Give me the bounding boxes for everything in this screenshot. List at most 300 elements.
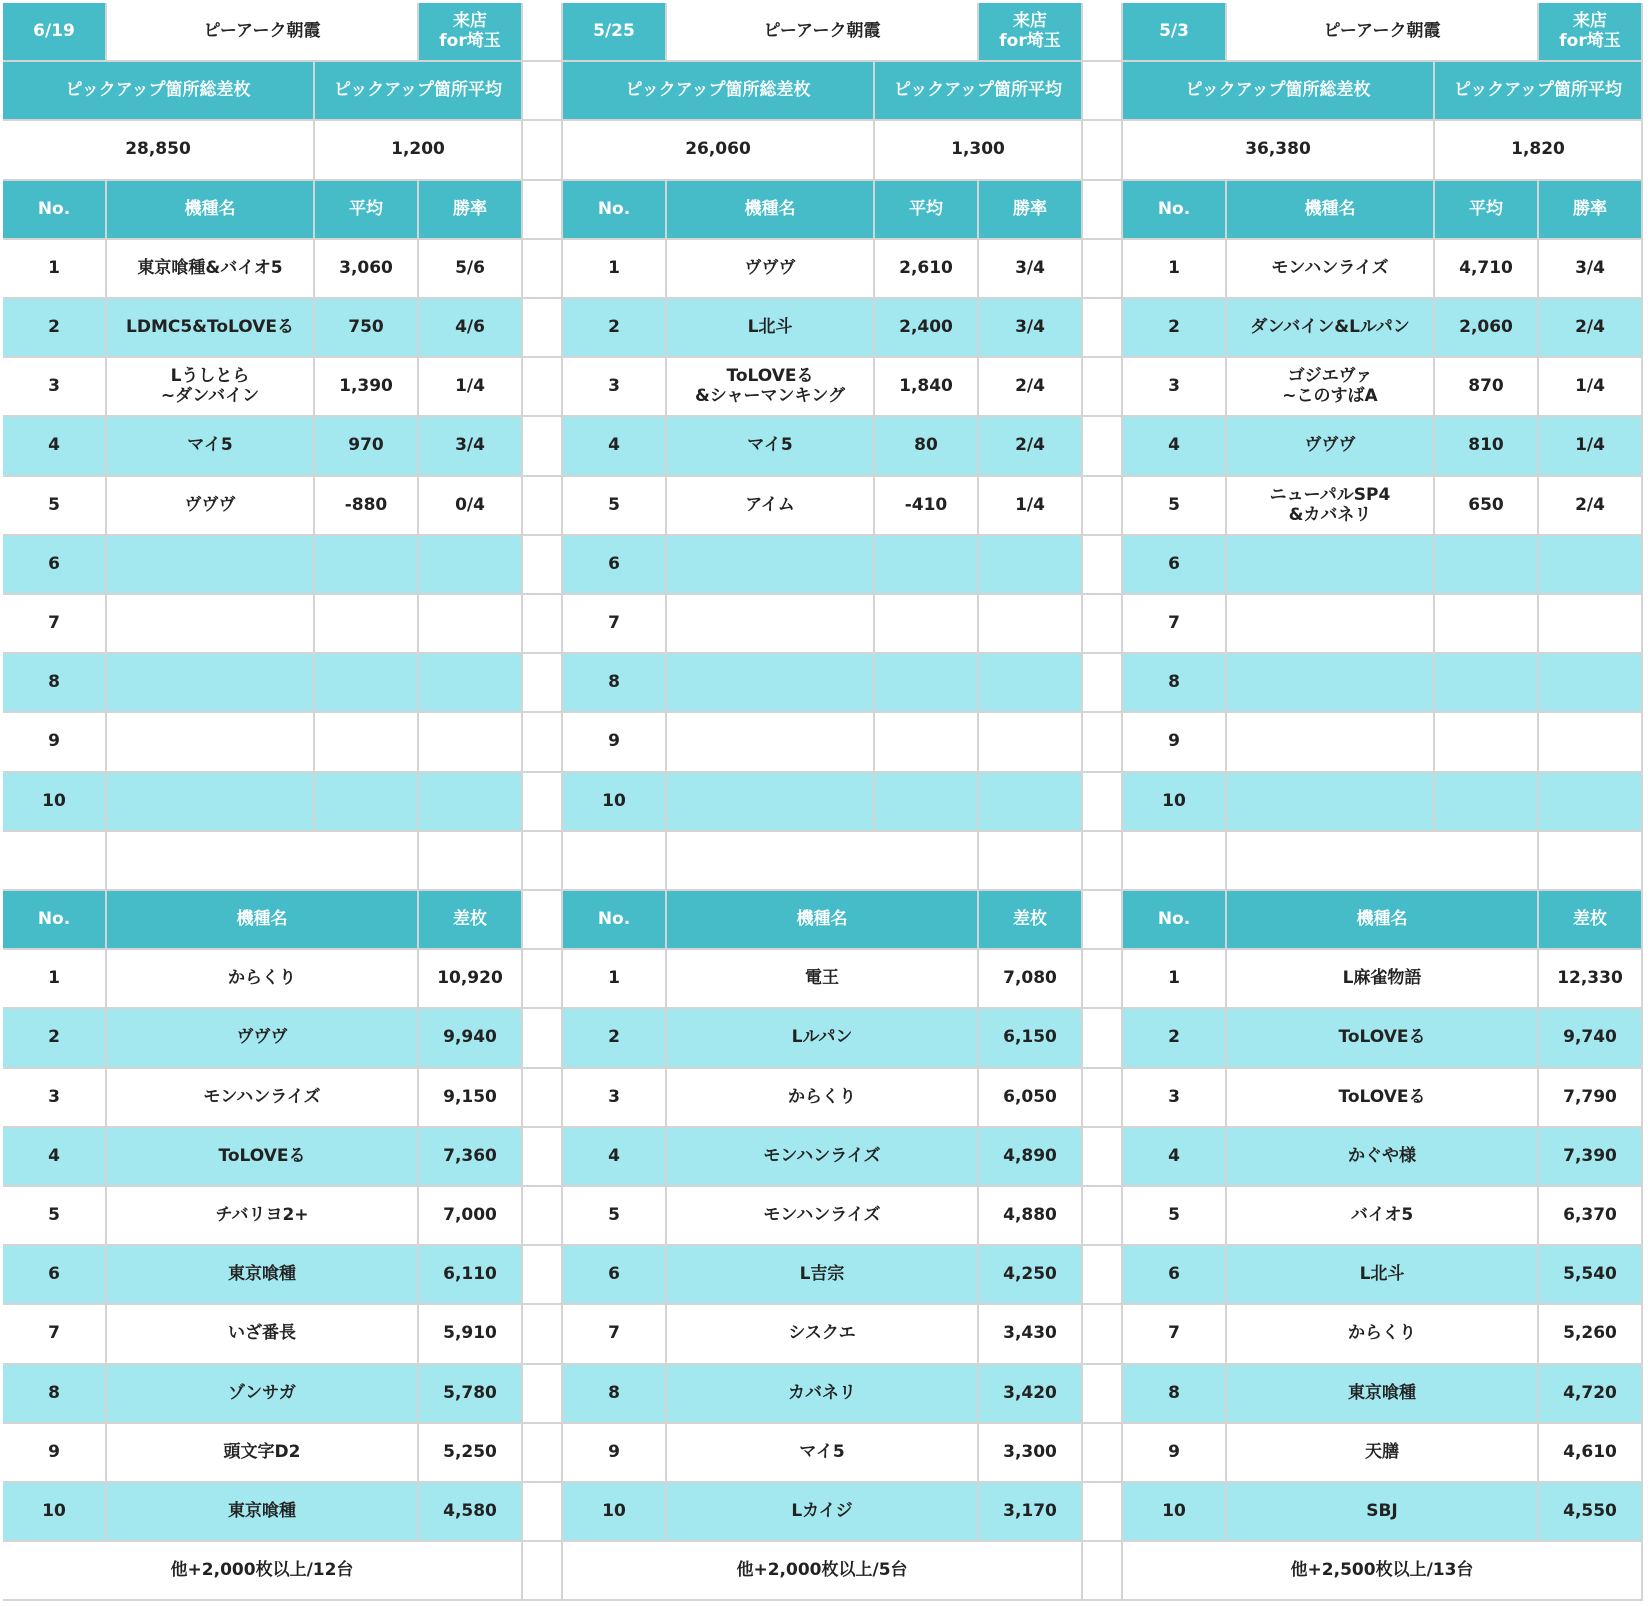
column-gap (1083, 1069, 1123, 1128)
model-name (1227, 773, 1435, 832)
column-gap (523, 654, 563, 713)
total-diff-label: ピックアップ箇所総差枚 (1123, 62, 1435, 121)
model-name (107, 713, 315, 773)
total-diff-label: ピックアップ箇所総差枚 (3, 62, 315, 121)
spacer-cell (1123, 832, 1227, 891)
win-rate: 0/4 (419, 477, 523, 536)
row-number: 10 (563, 773, 667, 832)
spacer-cell (3, 832, 107, 891)
col-header-no: No. (3, 891, 107, 950)
col-header-no: No. (3, 181, 107, 240)
coin-diff: 3,300 (979, 1424, 1083, 1483)
coin-diff: 7,790 (1539, 1069, 1643, 1128)
coin-diff: 12,330 (1539, 950, 1643, 1009)
spacer-cell (419, 832, 523, 891)
win-rate (1539, 713, 1643, 773)
model-name: Lルパン (667, 1009, 979, 1069)
column-gap (523, 181, 563, 240)
average-label: ピックアップ箇所平均 (315, 62, 523, 121)
visit-badge: 来店 for埼玉 (419, 3, 523, 62)
model-name (1227, 654, 1435, 713)
row-number: 9 (563, 713, 667, 773)
column-gap (523, 358, 563, 417)
column-gap (1083, 832, 1123, 891)
column-gap (1083, 1483, 1123, 1542)
average-diff (875, 654, 979, 713)
column-gap (523, 62, 563, 121)
average-diff (315, 654, 419, 713)
model-name: モンハンライズ (1227, 240, 1435, 299)
average-diff: 1,840 (875, 358, 979, 417)
row-number: 4 (3, 417, 107, 477)
row-number: 9 (1123, 713, 1227, 773)
model-name: L北斗 (667, 299, 875, 358)
col-header-win-rate: 勝率 (1539, 181, 1643, 240)
row-number: 1 (563, 240, 667, 299)
column-gap (1083, 713, 1123, 773)
model-name: チバリヨ2+ (107, 1187, 419, 1246)
win-rate (419, 536, 523, 595)
row-number: 7 (1123, 1305, 1227, 1365)
average-diff: 750 (315, 299, 419, 358)
average-diff: 810 (1435, 417, 1539, 477)
model-name: ToLOVEる &シャーマンキング (667, 358, 875, 417)
footer-note: 他+2,000枚以上/12台 (3, 1542, 523, 1601)
row-number: 8 (1123, 654, 1227, 713)
coin-diff: 4,580 (419, 1483, 523, 1542)
average-value: 1,200 (315, 121, 523, 181)
row-number: 2 (563, 299, 667, 358)
model-name: 天膳 (1227, 1424, 1539, 1483)
spacer-cell (107, 832, 419, 891)
column-gap (523, 1424, 563, 1483)
row-number: 4 (1123, 417, 1227, 477)
model-name (667, 773, 875, 832)
column-gap (523, 1128, 563, 1187)
column-gap (1083, 654, 1123, 713)
footer-note: 他+2,500枚以上/13台 (1123, 1542, 1643, 1601)
model-name (107, 773, 315, 832)
win-rate: 3/4 (979, 299, 1083, 358)
column-gap (1083, 1187, 1123, 1246)
average-diff: 4,710 (1435, 240, 1539, 299)
win-rate: 5/6 (419, 240, 523, 299)
col-header-model: 機種名 (667, 181, 875, 240)
average-diff (1435, 773, 1539, 832)
model-name (667, 654, 875, 713)
average-diff: 2,400 (875, 299, 979, 358)
win-rate (979, 536, 1083, 595)
average-diff: 3,060 (315, 240, 419, 299)
average-diff (315, 595, 419, 654)
model-name: からくり (1227, 1305, 1539, 1365)
win-rate: 2/4 (979, 417, 1083, 477)
coin-diff: 6,150 (979, 1009, 1083, 1069)
row-number: 1 (563, 950, 667, 1009)
row-number: 5 (3, 1187, 107, 1246)
column-gap (523, 773, 563, 832)
row-number: 1 (3, 950, 107, 1009)
row-number: 4 (1123, 1128, 1227, 1187)
column-gap (523, 1542, 563, 1601)
win-rate (979, 595, 1083, 654)
coin-diff: 4,610 (1539, 1424, 1643, 1483)
row-number: 7 (563, 1305, 667, 1365)
footer-note: 他+2,000枚以上/5台 (563, 1542, 1083, 1601)
spacer-cell (667, 832, 979, 891)
column-gap (1083, 1424, 1123, 1483)
win-rate (979, 654, 1083, 713)
coin-diff: 9,740 (1539, 1009, 1643, 1069)
coin-diff: 9,940 (419, 1009, 523, 1069)
column-gap (523, 1069, 563, 1128)
column-gap (523, 121, 563, 181)
row-number: 6 (563, 1246, 667, 1305)
model-name: 電王 (667, 950, 979, 1009)
column-gap (523, 950, 563, 1009)
model-name: モンハンライズ (667, 1187, 979, 1246)
col-header-diff: 差枚 (419, 891, 523, 950)
win-rate: 3/4 (1539, 240, 1643, 299)
column-gap (523, 3, 563, 62)
row-number: 4 (3, 1128, 107, 1187)
row-number: 2 (3, 299, 107, 358)
average-diff (315, 713, 419, 773)
average-diff (875, 595, 979, 654)
row-number: 2 (563, 1009, 667, 1069)
row-number: 3 (1123, 1069, 1227, 1128)
win-rate (1539, 595, 1643, 654)
column-gap (1083, 595, 1123, 654)
average-diff: 80 (875, 417, 979, 477)
total-diff-value: 26,060 (563, 121, 875, 181)
col-header-model: 機種名 (107, 891, 419, 950)
column-gap (1083, 536, 1123, 595)
col-header-model: 機種名 (107, 181, 315, 240)
model-name: 東京喰種 (1227, 1365, 1539, 1424)
column-gap (1083, 62, 1123, 121)
date-label: 5/3 (1123, 3, 1227, 62)
row-number: 9 (1123, 1424, 1227, 1483)
average-label: ピックアップ箇所平均 (875, 62, 1083, 121)
average-diff (875, 536, 979, 595)
spacer-cell (1539, 832, 1643, 891)
row-number: 10 (3, 773, 107, 832)
coin-diff: 9,150 (419, 1069, 523, 1128)
average-value: 1,300 (875, 121, 1083, 181)
column-gap (523, 477, 563, 536)
spacer-cell (1227, 832, 1539, 891)
row-number: 8 (3, 1365, 107, 1424)
row-number: 10 (563, 1483, 667, 1542)
model-name: ダンバイン&Lルパン (1227, 299, 1435, 358)
model-name: 頭文字D2 (107, 1424, 419, 1483)
model-name: ニューパルSP4 &カバネリ (1227, 477, 1435, 536)
model-name: LDMC5&ToLOVEる (107, 299, 315, 358)
average-diff: 970 (315, 417, 419, 477)
coin-diff: 10,920 (419, 950, 523, 1009)
row-number: 3 (3, 1069, 107, 1128)
model-name (1227, 713, 1435, 773)
win-rate (419, 773, 523, 832)
col-header-model: 機種名 (667, 891, 979, 950)
spacer-cell (563, 832, 667, 891)
win-rate: 1/4 (419, 358, 523, 417)
win-rate: 3/4 (419, 417, 523, 477)
win-rate (1539, 773, 1643, 832)
col-header-average: 平均 (875, 181, 979, 240)
row-number: 10 (1123, 1483, 1227, 1542)
column-gap (1083, 299, 1123, 358)
column-gap (523, 1009, 563, 1069)
row-number: 7 (1123, 595, 1227, 654)
row-number: 5 (3, 477, 107, 536)
row-number: 7 (563, 595, 667, 654)
column-gap (1083, 1009, 1123, 1069)
column-gap (523, 713, 563, 773)
model-name: マイ5 (107, 417, 315, 477)
average-diff (1435, 654, 1539, 713)
model-name: かぐや様 (1227, 1128, 1539, 1187)
coin-diff: 4,720 (1539, 1365, 1643, 1424)
column-gap (523, 240, 563, 299)
coin-diff: 5,910 (419, 1305, 523, 1365)
model-name: L麻雀物語 (1227, 950, 1539, 1009)
row-number: 9 (3, 713, 107, 773)
coin-diff: 3,420 (979, 1365, 1083, 1424)
model-name (107, 654, 315, 713)
col-header-average: 平均 (315, 181, 419, 240)
model-name (107, 536, 315, 595)
column-gap (523, 536, 563, 595)
win-rate: 2/4 (1539, 477, 1643, 536)
column-gap (1083, 417, 1123, 477)
row-number: 6 (563, 536, 667, 595)
coin-diff: 4,880 (979, 1187, 1083, 1246)
row-number: 6 (1123, 1246, 1227, 1305)
coin-diff: 5,540 (1539, 1246, 1643, 1305)
row-number: 8 (563, 654, 667, 713)
model-name (667, 713, 875, 773)
average-diff (315, 773, 419, 832)
row-number: 2 (1123, 1009, 1227, 1069)
row-number: 8 (1123, 1365, 1227, 1424)
date-label: 5/25 (563, 3, 667, 62)
model-name: ヴヴヴ (107, 1009, 419, 1069)
model-name: シスクエ (667, 1305, 979, 1365)
total-diff-label: ピックアップ箇所総差枚 (563, 62, 875, 121)
col-header-diff: 差枚 (1539, 891, 1643, 950)
win-rate (419, 654, 523, 713)
model-name (1227, 536, 1435, 595)
col-header-diff: 差枚 (979, 891, 1083, 950)
average-diff: 2,060 (1435, 299, 1539, 358)
column-gap (1083, 240, 1123, 299)
model-name: アイム (667, 477, 875, 536)
column-gap (523, 595, 563, 654)
model-name: Lうしとら ~ダンバイン (107, 358, 315, 417)
visit-badge: 来店 for埼玉 (979, 3, 1083, 62)
win-rate: 3/4 (979, 240, 1083, 299)
model-name: モンハンライズ (667, 1128, 979, 1187)
column-gap (1083, 1128, 1123, 1187)
model-name: ヴヴヴ (667, 240, 875, 299)
model-name: L北斗 (1227, 1246, 1539, 1305)
model-name: SBJ (1227, 1483, 1539, 1542)
average-label: ピックアップ箇所平均 (1435, 62, 1643, 121)
row-number: 10 (3, 1483, 107, 1542)
model-name: マイ5 (667, 1424, 979, 1483)
model-name: ヴヴヴ (107, 477, 315, 536)
model-name: 東京喰種 (107, 1483, 419, 1542)
column-gap (523, 417, 563, 477)
column-gap (523, 1365, 563, 1424)
average-diff: 650 (1435, 477, 1539, 536)
row-number: 6 (1123, 536, 1227, 595)
column-gap (1083, 3, 1123, 62)
coin-diff: 7,390 (1539, 1128, 1643, 1187)
spacer-cell (979, 832, 1083, 891)
coin-diff: 4,250 (979, 1246, 1083, 1305)
model-name (1227, 595, 1435, 654)
coin-diff: 4,550 (1539, 1483, 1643, 1542)
win-rate (419, 595, 523, 654)
column-gap (523, 1246, 563, 1305)
store-name: ピーアーク朝霞 (107, 3, 419, 62)
row-number: 5 (563, 1187, 667, 1246)
win-rate (1539, 536, 1643, 595)
column-gap (523, 1483, 563, 1542)
col-header-no: No. (1123, 891, 1227, 950)
win-rate: 1/4 (1539, 358, 1643, 417)
model-name (667, 536, 875, 595)
row-number: 8 (563, 1365, 667, 1424)
coin-diff: 6,110 (419, 1246, 523, 1305)
row-number: 5 (563, 477, 667, 536)
column-gap (1083, 1542, 1123, 1601)
row-number: 1 (3, 240, 107, 299)
coin-diff: 3,430 (979, 1305, 1083, 1365)
column-gap (1083, 891, 1123, 950)
average-value: 1,820 (1435, 121, 1643, 181)
model-name: モンハンライズ (107, 1069, 419, 1128)
coin-diff: 3,170 (979, 1483, 1083, 1542)
column-gap (523, 299, 563, 358)
win-rate (419, 713, 523, 773)
column-gap (1083, 358, 1123, 417)
row-number: 1 (1123, 240, 1227, 299)
coin-diff: 7,000 (419, 1187, 523, 1246)
column-gap (1083, 1246, 1123, 1305)
coin-diff: 5,780 (419, 1365, 523, 1424)
total-diff-value: 28,850 (3, 121, 315, 181)
column-gap (1083, 121, 1123, 181)
win-rate: 4/6 (419, 299, 523, 358)
row-number: 10 (1123, 773, 1227, 832)
column-gap (523, 1305, 563, 1365)
average-diff: 2,610 (875, 240, 979, 299)
row-number: 7 (3, 1305, 107, 1365)
row-number: 1 (1123, 950, 1227, 1009)
average-diff: 1,390 (315, 358, 419, 417)
model-name: バイオ5 (1227, 1187, 1539, 1246)
average-diff (1435, 536, 1539, 595)
col-header-model: 機種名 (1227, 891, 1539, 950)
column-gap (1083, 950, 1123, 1009)
column-gap (1083, 477, 1123, 536)
model-name: いざ番長 (107, 1305, 419, 1365)
model-name: マイ5 (667, 417, 875, 477)
model-name: Lカイジ (667, 1483, 979, 1542)
row-number: 3 (1123, 358, 1227, 417)
average-diff: -410 (875, 477, 979, 536)
row-number: 5 (1123, 477, 1227, 536)
average-diff (875, 713, 979, 773)
row-number: 6 (3, 1246, 107, 1305)
model-name: 東京喰種 (107, 1246, 419, 1305)
column-gap (523, 891, 563, 950)
column-gap (1083, 1305, 1123, 1365)
model-name: からくり (667, 1069, 979, 1128)
row-number: 4 (563, 1128, 667, 1187)
model-name (107, 595, 315, 654)
col-header-no: No. (563, 181, 667, 240)
average-diff (1435, 713, 1539, 773)
column-gap (1083, 1365, 1123, 1424)
row-number: 9 (3, 1424, 107, 1483)
column-gap (523, 832, 563, 891)
row-number: 7 (3, 595, 107, 654)
coin-diff: 6,370 (1539, 1187, 1643, 1246)
model-name: からくり (107, 950, 419, 1009)
row-number: 3 (563, 358, 667, 417)
row-number: 5 (1123, 1187, 1227, 1246)
row-number: 4 (563, 417, 667, 477)
column-gap (1083, 773, 1123, 832)
col-header-average: 平均 (1435, 181, 1539, 240)
model-name (667, 595, 875, 654)
coin-diff: 5,250 (419, 1424, 523, 1483)
col-header-win-rate: 勝率 (419, 181, 523, 240)
coin-diff: 7,080 (979, 950, 1083, 1009)
model-name: ToLOVEる (1227, 1009, 1539, 1069)
row-number: 3 (563, 1069, 667, 1128)
total-diff-value: 36,380 (1123, 121, 1435, 181)
model-name: ToLOVEる (107, 1128, 419, 1187)
row-number: 6 (3, 536, 107, 595)
store-name: ピーアーク朝霞 (667, 3, 979, 62)
win-rate: 1/4 (1539, 417, 1643, 477)
coin-diff: 5,260 (1539, 1305, 1643, 1365)
win-rate (979, 773, 1083, 832)
visit-badge: 来店 for埼玉 (1539, 3, 1643, 62)
model-name: ヴヴヴ (1227, 417, 1435, 477)
model-name: ゾンサガ (107, 1365, 419, 1424)
coin-diff: 7,360 (419, 1128, 523, 1187)
win-rate (979, 713, 1083, 773)
win-rate: 2/4 (979, 358, 1083, 417)
win-rate: 1/4 (979, 477, 1083, 536)
col-header-win-rate: 勝率 (979, 181, 1083, 240)
row-number: 3 (3, 358, 107, 417)
average-diff (315, 536, 419, 595)
row-number: 2 (3, 1009, 107, 1069)
coin-diff: 4,890 (979, 1128, 1083, 1187)
row-number: 9 (563, 1424, 667, 1483)
column-gap (523, 1187, 563, 1246)
average-diff: 870 (1435, 358, 1539, 417)
row-number: 2 (1123, 299, 1227, 358)
